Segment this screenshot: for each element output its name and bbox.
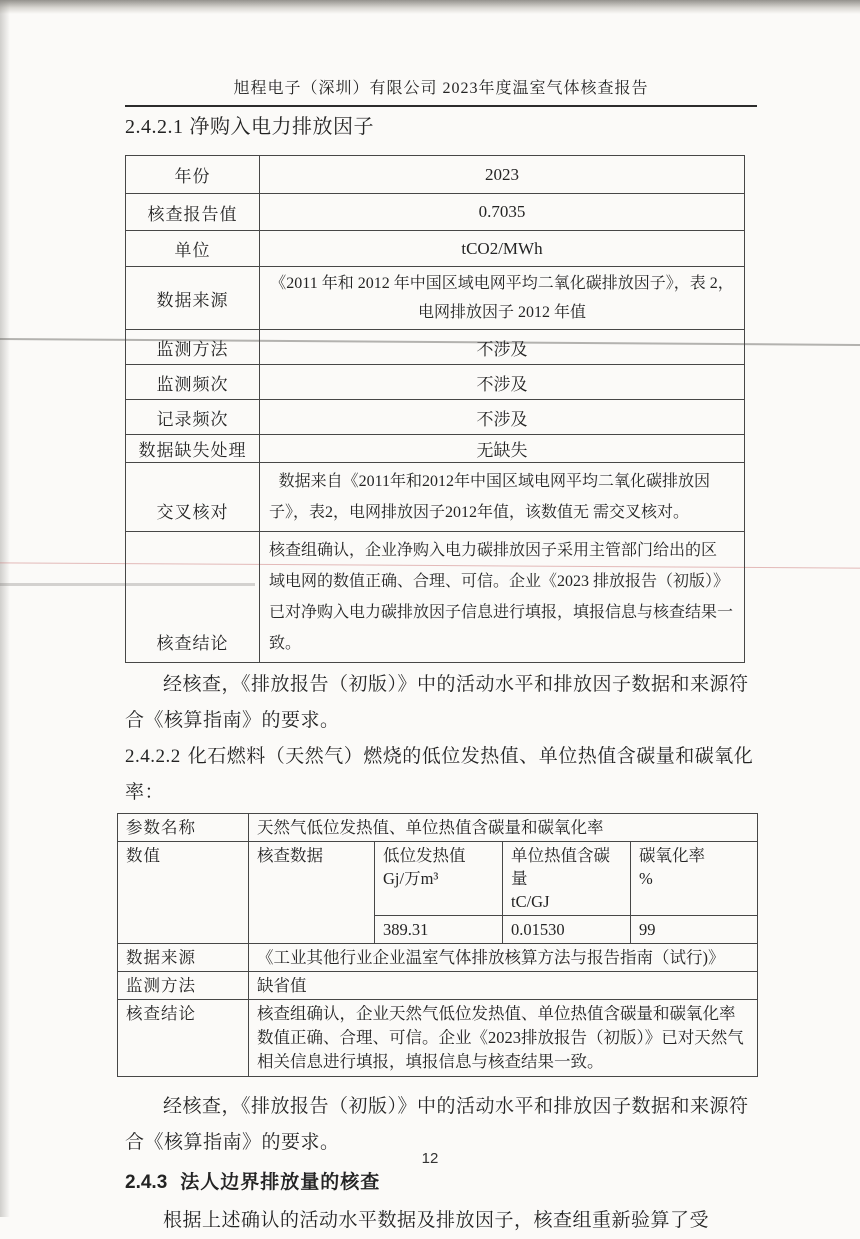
section-title-text: 化石燃料（天然气）燃烧的低位发热值、单位热值含碳量和碳氧化率： bbox=[125, 746, 754, 803]
table-cell-value: 《工业其他行业企业温室气体排放核算方法与报告指南（试行)》 bbox=[249, 944, 758, 972]
parameter-name: 碳氧化率 bbox=[639, 846, 705, 865]
table-cell-header bbox=[375, 842, 503, 916]
section-number: 2.4.3 bbox=[125, 1172, 168, 1193]
table-cell-value: tCO2/MWh bbox=[260, 231, 745, 267]
header-divider bbox=[125, 105, 757, 107]
table-cell-label: 监测方法 bbox=[126, 330, 260, 365]
section-title-2422 bbox=[125, 739, 757, 811]
table-cell-value: 无缺失 bbox=[260, 435, 745, 463]
verification-paragraph-2: 经核查，《排放报告（初版）》中的活动水平和排放因子数据和来源符合《核算指南》的要求。 bbox=[125, 1096, 749, 1153]
table-cell-label: 单位 bbox=[126, 231, 260, 267]
table-row bbox=[126, 365, 745, 400]
section-number: 2.4.2.2 bbox=[125, 746, 181, 767]
table-cell-value: 天然气低位发热值、单位热值含碳量和碳氧化率 bbox=[249, 814, 758, 842]
table-cell-header bbox=[503, 842, 631, 916]
table-cell-value: 《2011 年和 2012 年中国区域电网平均二氧化碳排放因子》，表 2，电网排放因子 2012 年值 bbox=[260, 267, 745, 330]
table-cell-label: 数据来源 bbox=[118, 944, 249, 972]
table-cell-value: 不涉及 bbox=[260, 365, 745, 400]
table-cell-value: 不涉及 bbox=[260, 330, 745, 365]
table-row bbox=[118, 814, 758, 842]
table-cell-label: 年份 bbox=[126, 156, 260, 194]
table-cell-label: 核查结论 bbox=[126, 532, 260, 663]
table-cell-label: 数据来源 bbox=[126, 267, 260, 330]
table-row bbox=[118, 944, 758, 972]
table-row bbox=[126, 463, 745, 532]
page-number: 12 bbox=[421, 1150, 439, 1167]
table-cell-value: 缺省值 bbox=[249, 972, 758, 1000]
table-row bbox=[126, 400, 745, 435]
table-row bbox=[118, 1000, 758, 1077]
table-cell-header bbox=[631, 842, 758, 916]
table-cell-value: 核查组确认，企业净购入电力碳排放因子采用主管部门给出的区 域电网的数值正确、合理、可信。企业《2023 排放报告（初版）》已对净购入电力碳排放因子信息进行填报，填报信息与核查结果一致。 bbox=[260, 532, 745, 663]
table-cell-label: 核查报告值 bbox=[126, 194, 260, 231]
table-cell-value: 99 bbox=[631, 916, 758, 944]
scan-artifact-left-edge bbox=[0, 0, 10, 1217]
body-paragraph: 根据上述确认的活动水平数据及排放因子，核查组重新验算了受 bbox=[163, 1210, 710, 1231]
table-cell-value: 数据来自《2011年和2012年中国区域电网平均二氧化碳排放因子》，表2，电网排放因子2012年值，该数值无 需交叉核对。 bbox=[260, 463, 745, 532]
table-cell-label: 核查数据 bbox=[249, 842, 375, 944]
page-header-title: 旭程电子（深圳）有限公司 2023年度温室气体核查报告 bbox=[233, 80, 649, 97]
table-row bbox=[126, 330, 745, 365]
verification-paragraph-1: 经核查，《排放报告（初版）》中的活动水平和排放因子数据和来源符合《核算指南》的要求。 bbox=[125, 674, 749, 731]
section-title-text: 净购入电力排放因子 bbox=[189, 116, 374, 138]
table-cell-label: 监测方法 bbox=[118, 972, 249, 1000]
section-number: 2.4.2.1 bbox=[125, 116, 184, 138]
table-cell-label: 数值 bbox=[118, 842, 249, 944]
section-title-243 bbox=[125, 1169, 757, 1197]
parameter-name: 低位发热值 bbox=[383, 846, 466, 865]
table-row bbox=[126, 435, 745, 463]
natural-gas-parameters-table bbox=[117, 813, 758, 1077]
table-cell-value: 0.7035 bbox=[260, 194, 745, 231]
table-row bbox=[126, 231, 745, 267]
table-row bbox=[126, 194, 745, 231]
electricity-emission-factor-table bbox=[125, 155, 745, 663]
table-cell-value: 核查组确认，企业天然气低位发热值、单位热值含碳量和碳氧化率数值正确、合理、可信。企业《2023排放报告（初版）》已对天然气相关信息进行填报，填报信息与核查结果一致。 bbox=[249, 1000, 758, 1077]
section-title-text: 法人边界排放量的核查 bbox=[180, 1172, 381, 1193]
table-cell-label: 参数名称 bbox=[118, 814, 249, 842]
report-page-content bbox=[125, 0, 757, 1239]
table-cell-label: 交叉核对 bbox=[126, 463, 260, 532]
parameter-unit: Gj/万m³ bbox=[383, 869, 439, 888]
table-cell-value: 389.31 bbox=[375, 916, 503, 944]
table-cell-label: 监测频次 bbox=[126, 365, 260, 400]
table-cell-value: 0.01530 bbox=[503, 916, 631, 944]
table-cell-value: 2023 bbox=[260, 156, 745, 194]
table-cell-label: 记录频次 bbox=[126, 400, 260, 435]
table-row bbox=[118, 972, 758, 1000]
table-cell-label: 核查结论 bbox=[118, 1000, 249, 1077]
table-row bbox=[126, 156, 745, 194]
table-row bbox=[126, 267, 745, 330]
table-cell-label: 数据缺失处理 bbox=[126, 435, 260, 463]
parameter-unit: % bbox=[639, 869, 653, 888]
section-title-2421 bbox=[125, 113, 757, 141]
table-cell-value: 不涉及 bbox=[260, 400, 745, 435]
parameter-unit: tC/GJ bbox=[511, 892, 550, 911]
table-row bbox=[126, 532, 745, 663]
table-row bbox=[118, 842, 758, 916]
parameter-name: 单位热值含碳量 bbox=[511, 846, 610, 888]
